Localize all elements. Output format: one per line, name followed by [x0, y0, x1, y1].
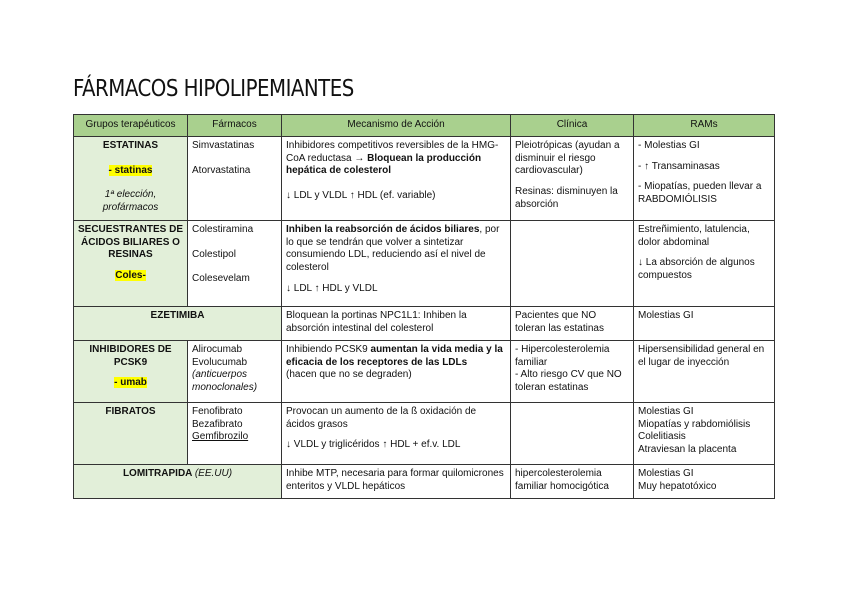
clinic-cell	[511, 137, 634, 221]
group-cell	[74, 403, 188, 465]
mechanism-note: (hacen que no se degraden)	[286, 369, 412, 381]
drugs-cell	[188, 341, 282, 403]
mechanism-cell	[282, 221, 511, 307]
mechanism-cell	[282, 137, 511, 221]
table-row	[74, 307, 775, 341]
group-name: ESTATINAS	[102, 140, 159, 151]
group-note: (EE.UU)	[194, 468, 233, 479]
drug-note: (anticuerpos monoclonales)	[192, 369, 258, 394]
ram-text: Molestias GI	[638, 406, 694, 417]
clinic-cell	[511, 403, 634, 465]
lipid-drugs-table	[73, 114, 775, 499]
clinic-text: Pacientes que NO toleran las estatinas	[515, 310, 604, 334]
ram-text: Hipersensibilidad general en el lugar de inyección	[638, 344, 765, 368]
drug-name: Colestipol	[192, 248, 236, 260]
ram-text: Molestias GI	[638, 468, 694, 479]
group-cell	[74, 465, 282, 499]
ram-text: Muy hepatotóxico	[638, 480, 717, 492]
mechanism-bold: Bloquean la producción hepática de colesterol	[286, 152, 482, 177]
clinic-text: hipercolesterolemia familiar homocigótica	[515, 468, 609, 492]
drug-name: Colesevelam	[192, 273, 250, 285]
drug-name: Atorvastatina	[192, 164, 251, 176]
drug-name: Simvastatinas	[192, 140, 255, 151]
header-groups: Grupos terapéuticos	[74, 115, 188, 137]
drugs-cell	[188, 137, 282, 221]
drug-name: Alirocumab	[192, 344, 243, 355]
group-name: INHIBIDORES DE PCSK9	[89, 344, 172, 368]
rams-cell	[634, 403, 775, 465]
drug-name: Evolucumab	[192, 356, 248, 368]
group-cell	[74, 341, 188, 403]
mechanism-cell	[282, 307, 511, 341]
group-name: EZETIMIBA	[150, 310, 205, 321]
ram-text: - ↑ Transaminasas	[638, 160, 720, 172]
group-name: SECUESTRANTES DE ÁCIDOS BILIARES O RESINAS	[78, 224, 184, 261]
ram-text: Estreñimiento, latulencia, dolor abdominal	[638, 224, 750, 248]
mechanism-text: Provocan un aumento de la ß oxidación de ácidos grasos	[286, 406, 477, 430]
group-suffix: - statinas	[108, 164, 153, 176]
table-row	[74, 137, 775, 221]
table-row	[74, 403, 775, 465]
drug-name: Colestiramina	[192, 224, 254, 235]
header-drugs: Fármacos	[188, 115, 282, 137]
mechanism-effect: ↓ VLDL y triglicéridos ↑ HDL + ef.v. LDL	[286, 439, 461, 451]
rams-cell	[634, 221, 775, 307]
mechanism-text: Inhibe MTP, necesaria para formar quilomicrones enteritos y VLDL hepáticos	[286, 468, 504, 492]
mechanism-bold: Inhiben la reabsorción de ácidos biliares	[286, 224, 480, 235]
drugs-cell	[188, 403, 282, 465]
clinic-text: Pleiotrópicas (ayudan a disminuir el riesgo cardiovascular)	[515, 140, 620, 177]
group-suffix: Coles-	[115, 270, 146, 282]
header-mechanism: Mecanismo de Acción	[282, 115, 511, 137]
header-clinic: Clínica	[511, 115, 634, 137]
clinic-text: - Hipercolesterolemia familiar	[515, 344, 610, 368]
mechanism-bold: aumentan la vida media y la eficacia de los receptores de las LDLs	[286, 344, 503, 368]
mechanism-text: Inhibiendo PCSK9	[286, 344, 371, 355]
ram-text: - Miopatías, pueden llevar a RABDOMIÓLISIS	[638, 181, 762, 206]
ram-text: - Molestias GI	[638, 140, 700, 151]
ram-text: Molestias GI	[638, 310, 694, 321]
drugs-cell	[188, 221, 282, 307]
mechanism-cell	[282, 403, 511, 465]
table-row	[74, 465, 775, 499]
clinic-cell	[511, 307, 634, 341]
ram-text: Colelitiasis	[638, 431, 686, 443]
ram-text: Atraviesan la placenta	[638, 444, 737, 456]
header-row	[74, 115, 775, 137]
group-name: FIBRATOS	[105, 406, 156, 417]
mechanism-text: Inhibidores competitivos reversibles de la HMG-CoA reductasa →	[286, 140, 499, 164]
mechanism-effect: ↓ LDL ↑ HDL y VLDL	[286, 282, 378, 294]
ram-text: ↓ La absorción de algunos compuestos	[638, 257, 755, 282]
table-row	[74, 341, 775, 403]
rams-cell	[634, 137, 775, 221]
group-cell	[74, 307, 282, 341]
clinic-cell	[511, 465, 634, 499]
clinic-text: Resinas: disminuyen la absorción	[515, 186, 618, 210]
table-row	[74, 221, 775, 307]
clinic-cell	[511, 341, 634, 403]
drug-name: Bezafibrato	[192, 418, 243, 430]
group-note: 1ª elección,	[104, 189, 157, 201]
drug-name: Fenofibrato	[192, 406, 243, 417]
rams-cell	[634, 341, 775, 403]
clinic-cell	[511, 221, 634, 307]
drug-name: Gemfibrozilo	[192, 431, 249, 443]
mechanism-text: Bloquean la portinas NPC1L1: Inhiben la absorción intestinal del colesterol	[286, 310, 467, 334]
ram-text: Miopatías y rabdomiólisis	[638, 418, 751, 430]
rams-cell	[634, 465, 775, 499]
group-suffix: - umab	[114, 377, 147, 389]
group-cell	[74, 137, 188, 221]
mechanism-cell	[282, 465, 511, 499]
group-cell	[74, 221, 188, 307]
mechanism-effect: ↓ LDL y VLDL ↑ HDL (ef. variable)	[286, 190, 436, 202]
header-rams: RAMs	[634, 115, 775, 137]
group-name: LOMITRAPIDA	[122, 468, 193, 479]
rams-cell	[634, 307, 775, 341]
mechanism-cell	[282, 341, 511, 403]
page-title: FÁRMACOS HIPOLIPEMIANTES	[73, 76, 354, 102]
mechanism-text: , por lo que se tendrán que volver a sintetizar consumiendo LDL, reduciendo así el nivel de colesterol	[286, 224, 500, 274]
group-note: profármacos	[102, 202, 159, 214]
clinic-text: - Alto riesgo CV que NO toleran estatinas	[515, 369, 622, 394]
